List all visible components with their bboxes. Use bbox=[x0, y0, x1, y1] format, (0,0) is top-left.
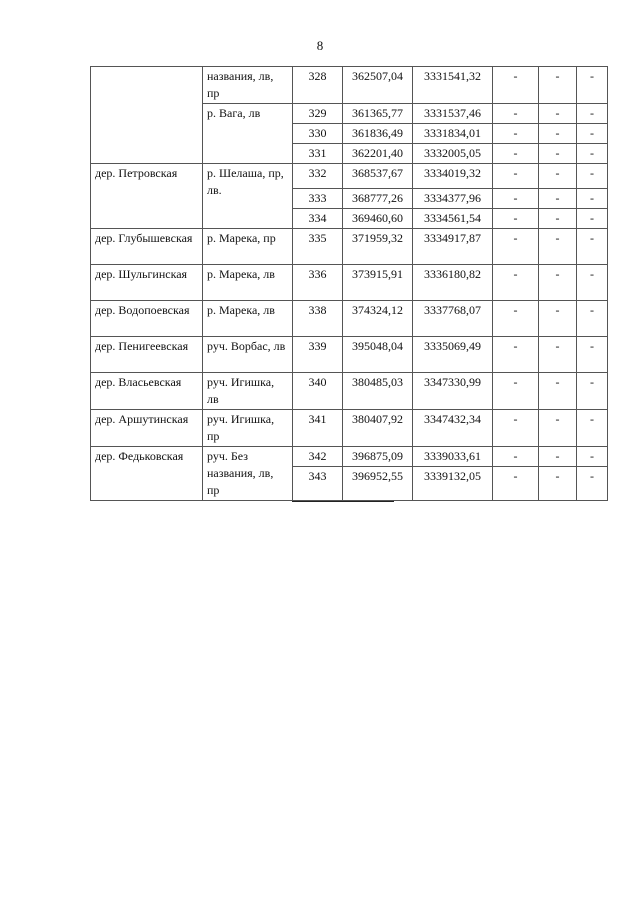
x-coordinate-cell: 395048,04 bbox=[343, 337, 413, 373]
x-coordinate-cell: 371959,32 bbox=[343, 229, 413, 265]
x-coordinate-cell: 373915,91 bbox=[343, 265, 413, 301]
dash-cell: - bbox=[577, 104, 608, 124]
dash-cell: - bbox=[577, 301, 608, 337]
dash-cell: - bbox=[493, 337, 539, 373]
x-coordinate-cell: 362507,04 bbox=[343, 67, 413, 104]
table-row bbox=[91, 410, 608, 447]
village-cell: дер. Петровская bbox=[91, 164, 203, 229]
point-number-cell: 330 bbox=[293, 124, 343, 144]
dash-cell: - bbox=[577, 467, 608, 501]
table-row bbox=[91, 373, 608, 410]
dash-cell: - bbox=[493, 301, 539, 337]
dash-cell: - bbox=[577, 124, 608, 144]
point-number-cell: 328 bbox=[293, 67, 343, 104]
point-number-cell: 331 bbox=[293, 144, 343, 164]
dash-cell: - bbox=[493, 229, 539, 265]
end-divider-line bbox=[292, 501, 394, 502]
river-cell: руч. Ворбас, лв bbox=[203, 337, 293, 373]
dash-cell: - bbox=[577, 229, 608, 265]
village-cell: дер. Власьевская bbox=[91, 373, 203, 410]
y-coordinate-cell: 3334019,32 bbox=[413, 164, 493, 189]
dash-cell: - bbox=[493, 104, 539, 124]
dash-cell: - bbox=[577, 265, 608, 301]
x-coordinate-cell: 361365,77 bbox=[343, 104, 413, 124]
dash-cell: - bbox=[577, 189, 608, 209]
y-coordinate-cell: 3339033,61 bbox=[413, 447, 493, 467]
table-row bbox=[91, 265, 608, 301]
river-cell: р. Марека, пр bbox=[203, 229, 293, 265]
y-coordinate-cell: 3347330,99 bbox=[413, 373, 493, 410]
village-cell: дер. Глубышевская bbox=[91, 229, 203, 265]
point-number-cell: 335 bbox=[293, 229, 343, 265]
village-cell bbox=[91, 67, 203, 164]
y-coordinate-cell: 3336180,82 bbox=[413, 265, 493, 301]
river-cell: руч. Без названия, лв, пр bbox=[203, 447, 293, 501]
dash-cell: - bbox=[493, 67, 539, 104]
point-number-cell: 338 bbox=[293, 301, 343, 337]
x-coordinate-cell: 362201,40 bbox=[343, 144, 413, 164]
point-number-cell: 341 bbox=[293, 410, 343, 447]
dash-cell: - bbox=[577, 67, 608, 104]
table-row bbox=[91, 67, 608, 104]
river-cell: р. Вага, лв bbox=[203, 104, 293, 164]
x-coordinate-cell: 369460,60 bbox=[343, 209, 413, 229]
dash-cell: - bbox=[493, 265, 539, 301]
village-cell: дер. Федьковская bbox=[91, 447, 203, 501]
dash-cell: - bbox=[539, 447, 577, 467]
village-cell: дер. Аршутинская bbox=[91, 410, 203, 447]
dash-cell: - bbox=[577, 337, 608, 373]
dash-cell: - bbox=[493, 410, 539, 447]
dash-cell: - bbox=[577, 410, 608, 447]
dash-cell: - bbox=[539, 209, 577, 229]
dash-cell: - bbox=[539, 337, 577, 373]
river-cell: р. Шелаша, пр, лв. bbox=[203, 164, 293, 229]
point-number-cell: 329 bbox=[293, 104, 343, 124]
river-cell: руч. Игишка, пр bbox=[203, 410, 293, 447]
table-row bbox=[91, 229, 608, 265]
y-coordinate-cell: 3331541,32 bbox=[413, 67, 493, 104]
dash-cell: - bbox=[539, 265, 577, 301]
dash-cell: - bbox=[577, 373, 608, 410]
y-coordinate-cell: 3334561,54 bbox=[413, 209, 493, 229]
dash-cell: - bbox=[493, 447, 539, 467]
table-row bbox=[91, 301, 608, 337]
dash-cell: - bbox=[539, 104, 577, 124]
x-coordinate-cell: 368537,67 bbox=[343, 164, 413, 189]
dash-cell: - bbox=[493, 209, 539, 229]
y-coordinate-cell: 3339132,05 bbox=[413, 467, 493, 501]
x-coordinate-cell: 368777,26 bbox=[343, 189, 413, 209]
point-number-cell: 332 bbox=[293, 164, 343, 189]
dash-cell: - bbox=[539, 164, 577, 189]
dash-cell: - bbox=[493, 164, 539, 189]
dash-cell: - bbox=[539, 410, 577, 447]
village-cell: дер. Пенигеевская bbox=[91, 337, 203, 373]
point-number-cell: 342 bbox=[293, 447, 343, 467]
point-number-cell: 333 bbox=[293, 189, 343, 209]
dash-cell: - bbox=[493, 124, 539, 144]
river-cell: названия, лв, пр bbox=[203, 67, 293, 104]
dash-cell: - bbox=[539, 301, 577, 337]
table-row bbox=[91, 447, 608, 467]
y-coordinate-cell: 3337768,07 bbox=[413, 301, 493, 337]
dash-cell: - bbox=[539, 189, 577, 209]
dash-cell: - bbox=[493, 373, 539, 410]
y-coordinate-cell: 3335069,49 bbox=[413, 337, 493, 373]
y-coordinate-cell: 3331834,01 bbox=[413, 124, 493, 144]
dash-cell: - bbox=[577, 144, 608, 164]
point-number-cell: 339 bbox=[293, 337, 343, 373]
dash-cell: - bbox=[577, 447, 608, 467]
dash-cell: - bbox=[539, 144, 577, 164]
x-coordinate-cell: 380485,03 bbox=[343, 373, 413, 410]
point-number-cell: 343 bbox=[293, 467, 343, 501]
coordinates-table bbox=[90, 66, 608, 501]
x-coordinate-cell: 396952,55 bbox=[343, 467, 413, 501]
y-coordinate-cell: 3331537,46 bbox=[413, 104, 493, 124]
point-number-cell: 334 bbox=[293, 209, 343, 229]
village-cell: дер. Шульгинская bbox=[91, 265, 203, 301]
y-coordinate-cell: 3334917,87 bbox=[413, 229, 493, 265]
point-number-cell: 340 bbox=[293, 373, 343, 410]
x-coordinate-cell: 380407,92 bbox=[343, 410, 413, 447]
dash-cell: - bbox=[539, 124, 577, 144]
dash-cell: - bbox=[539, 373, 577, 410]
dash-cell: - bbox=[539, 67, 577, 104]
y-coordinate-cell: 3334377,96 bbox=[413, 189, 493, 209]
river-cell: р. Марека, лв bbox=[203, 301, 293, 337]
x-coordinate-cell: 361836,49 bbox=[343, 124, 413, 144]
river-cell: руч. Игишка, лв bbox=[203, 373, 293, 410]
x-coordinate-cell: 374324,12 bbox=[343, 301, 413, 337]
y-coordinate-cell: 3347432,34 bbox=[413, 410, 493, 447]
page-number: 8 bbox=[316, 38, 324, 53]
dash-cell: - bbox=[539, 467, 577, 501]
dash-cell: - bbox=[493, 189, 539, 209]
table-row bbox=[91, 337, 608, 373]
dash-cell: - bbox=[493, 144, 539, 164]
table-row bbox=[91, 164, 608, 189]
dash-cell: - bbox=[493, 467, 539, 501]
dash-cell: - bbox=[539, 229, 577, 265]
point-number-cell: 336 bbox=[293, 265, 343, 301]
dash-cell: - bbox=[577, 209, 608, 229]
river-cell: р. Марека, лв bbox=[203, 265, 293, 301]
x-coordinate-cell: 396875,09 bbox=[343, 447, 413, 467]
y-coordinate-cell: 3332005,05 bbox=[413, 144, 493, 164]
village-cell: дер. Водопоевская bbox=[91, 301, 203, 337]
dash-cell: - bbox=[577, 164, 608, 189]
